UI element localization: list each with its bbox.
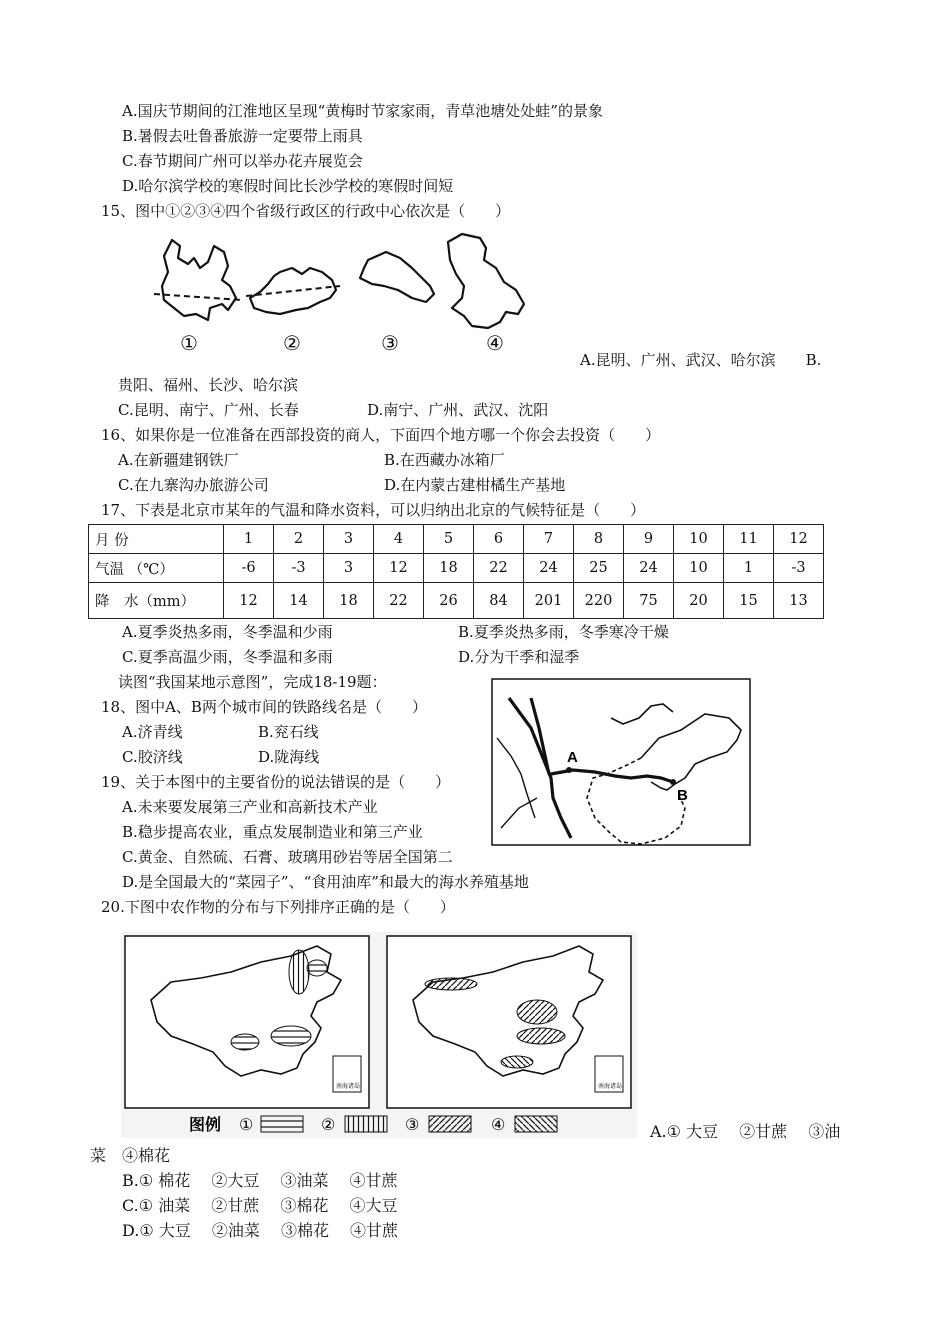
crop-distribution-figure bbox=[121, 932, 637, 1138]
table-row-precipitation bbox=[89, 583, 824, 619]
q17-option-b: B.夏季炎热多雨，冬季寒冷干燥 bbox=[458, 623, 669, 641]
map-label-a: A bbox=[567, 749, 578, 766]
crop-region-right-1 bbox=[425, 978, 477, 990]
q15-stem: 15、图中①②③④四个省级行政区的行政中心依次是（ ） bbox=[101, 202, 511, 220]
precipitation-row-label: 降 水（mm） bbox=[89, 583, 224, 619]
q20-option-a-part1: A.① 大豆 ②甘蔗 ③油 bbox=[650, 1122, 841, 1141]
precipitation-cell: 12 bbox=[224, 583, 274, 619]
month-row-label: 月 份 bbox=[89, 525, 224, 554]
temperature-cell: -6 bbox=[224, 554, 274, 583]
month-cell: 4 bbox=[374, 525, 424, 554]
q17-option-d: D.分为干季和湿季 bbox=[458, 648, 580, 666]
month-cell: 3 bbox=[324, 525, 374, 554]
temperature-cell: 24 bbox=[524, 554, 574, 583]
precipitation-cell: 220 bbox=[574, 583, 624, 619]
crop-region-left-4 bbox=[271, 1026, 311, 1046]
temperature-cell: 18 bbox=[424, 554, 474, 583]
q18-option-a: A.济青线 bbox=[122, 723, 183, 741]
q14-option-d: D.哈尔滨学校的寒假时间比长沙学校的寒假时间短 bbox=[122, 177, 454, 195]
temperature-cell: 10 bbox=[674, 554, 724, 583]
q16-option-a: A.在新疆建钢铁厂 bbox=[118, 451, 239, 469]
province-outline-2 bbox=[250, 268, 336, 314]
q14-option-c: C.春节期间广州可以举办花卉展览会 bbox=[122, 152, 363, 170]
q16-option-d: D.在内蒙古建柑橘生产基地 bbox=[384, 476, 566, 494]
temperature-row-label: 气温 （℃） bbox=[89, 554, 224, 583]
q15-option-b-rest: 贵阳、福州、长沙、哈尔滨 bbox=[118, 376, 299, 394]
crop-region-left-2 bbox=[307, 960, 327, 976]
q20-option-d: D.① 大豆 ②油菜 ③棉花 ④甘蔗 bbox=[122, 1221, 399, 1240]
crop-region-left-3 bbox=[231, 1034, 259, 1050]
month-cell: 1 bbox=[224, 525, 274, 554]
precipitation-cell: 26 bbox=[424, 583, 474, 619]
dashed-line-1 bbox=[154, 294, 242, 300]
legend-swatch-4 bbox=[515, 1116, 557, 1132]
province-outline-3 bbox=[360, 252, 434, 302]
inset-label-right: 南海诸岛 bbox=[598, 1084, 623, 1090]
q18-option-d: D.陇海线 bbox=[258, 748, 320, 766]
city-b-marker bbox=[670, 779, 676, 785]
precipitation-cell: 15 bbox=[724, 583, 774, 619]
q17-option-a: A.夏季炎热多雨，冬季温和少雨 bbox=[122, 623, 333, 641]
province-outline-1 bbox=[162, 240, 236, 320]
city-a-marker bbox=[566, 767, 572, 773]
temperature-cell: -3 bbox=[274, 554, 324, 583]
crop-region-right-4 bbox=[501, 1056, 533, 1068]
q19-option-a: A.未来要发展第三产业和高新技术产业 bbox=[122, 798, 378, 816]
precipitation-cell: 18 bbox=[324, 583, 374, 619]
q16-stem: 16、如果你是一位准备在西部投资的商人，下面四个地方哪一个你会去投资（ ） bbox=[101, 426, 661, 444]
q19-option-b: B.稳步提高农业，重点发展制造业和第三产业 bbox=[122, 823, 423, 841]
q16-option-c: C.在九寨沟办旅游公司 bbox=[118, 476, 269, 494]
q20-option-c: C.① 油菜 ②甘蔗 ③棉花 ④大豆 bbox=[122, 1196, 398, 1215]
temperature-cell: 25 bbox=[574, 554, 624, 583]
month-cell: 12 bbox=[774, 525, 824, 554]
legend-swatch-2 bbox=[345, 1116, 387, 1132]
q19-option-c: C.黄金、自然硫、石膏、玻璃用砂岩等居全国第二 bbox=[122, 848, 453, 866]
month-cell: 2 bbox=[274, 525, 324, 554]
province-label-2: ② bbox=[283, 331, 301, 355]
q15-option-a-b: A.昆明、广州、武汉、哈尔滨 B. bbox=[580, 351, 822, 369]
q15-option-d: D.南宁、广州、武汉、沈阳 bbox=[367, 401, 549, 419]
q18-stem: 18、图中A、B两个城市间的铁路线名是（ ） bbox=[101, 698, 427, 716]
legend-title: 图例 bbox=[189, 1117, 222, 1134]
precipitation-cell: 75 bbox=[624, 583, 674, 619]
q14-option-a: A.国庆节期间的江淮地区呈现“黄梅时节家家雨，青草池塘处处蛙”的景象 bbox=[122, 102, 603, 120]
legend-swatch-1 bbox=[261, 1116, 303, 1132]
month-cell: 10 bbox=[674, 525, 724, 554]
read-map-instruction: 读图“我国某地示意图”，完成18-19题： bbox=[118, 673, 387, 691]
q18-option-b: B.兖石线 bbox=[258, 723, 319, 741]
month-cell: 11 bbox=[724, 525, 774, 554]
temperature-cell: 22 bbox=[474, 554, 524, 583]
month-cell: 6 bbox=[474, 525, 524, 554]
table-row-month bbox=[89, 525, 824, 554]
month-cell: 8 bbox=[574, 525, 624, 554]
region-map-figure bbox=[491, 678, 751, 846]
q20-option-a-part2: 菜 ④棉花 bbox=[90, 1146, 171, 1165]
temperature-cell: -3 bbox=[774, 554, 824, 583]
province-label-4: ④ bbox=[486, 331, 504, 355]
beijing-climate-table bbox=[88, 524, 824, 619]
province-outline-4 bbox=[448, 234, 524, 328]
q18-option-c: C.胶济线 bbox=[122, 748, 183, 766]
inset-label-left: 南海诸岛 bbox=[336, 1084, 361, 1090]
q17-stem: 17、下表是北京市某年的气温和降水资料，可以归纳出北京的气候特征是（ ） bbox=[101, 501, 646, 519]
legend-label-3: ③ bbox=[405, 1115, 420, 1134]
month-cell: 7 bbox=[524, 525, 574, 554]
q20-option-b: B.① 棉花 ②大豆 ③油菜 ④甘蔗 bbox=[122, 1171, 398, 1190]
temperature-cell: 1 bbox=[724, 554, 774, 583]
legend-label-2: ② bbox=[321, 1115, 336, 1134]
crop-region-left-1 bbox=[289, 950, 309, 994]
q19-stem: 19、关于本图中的主要省份的说法错误的是（ ） bbox=[101, 773, 451, 791]
precipitation-cell: 22 bbox=[374, 583, 424, 619]
legend-label-4: ④ bbox=[491, 1115, 506, 1134]
q19-option-d: D.是全国最大的“菜园子”、“食用油库”和最大的海水养殖基地 bbox=[122, 873, 529, 891]
table-row-temperature bbox=[89, 554, 824, 583]
q20-stem: 20.下图中农作物的分布与下列排序正确的是（ ） bbox=[101, 898, 455, 916]
q16-option-b: B.在西藏办冰箱厂 bbox=[384, 451, 505, 469]
month-cell: 5 bbox=[424, 525, 474, 554]
crop-region-right-2 bbox=[517, 1000, 557, 1024]
map-label-b: B bbox=[677, 787, 688, 804]
precipitation-cell: 14 bbox=[274, 583, 324, 619]
precipitation-cell: 201 bbox=[524, 583, 574, 619]
crop-region-right-3 bbox=[517, 1028, 565, 1044]
temperature-cell: 24 bbox=[624, 554, 674, 583]
month-cell: 9 bbox=[624, 525, 674, 554]
precipitation-cell: 84 bbox=[474, 583, 524, 619]
legend-label-1: ① bbox=[239, 1115, 254, 1134]
q15-option-c: C.昆明、南宁、广州、长春 bbox=[118, 401, 299, 419]
q14-option-b: B.暑假去吐鲁番旅游一定要带上雨具 bbox=[122, 127, 363, 145]
precipitation-cell: 13 bbox=[774, 583, 824, 619]
province-label-1: ① bbox=[180, 331, 198, 355]
legend-swatch-3 bbox=[429, 1116, 471, 1132]
province-label-3: ③ bbox=[381, 331, 399, 355]
q17-option-c: C.夏季高温少雨，冬季温和多雨 bbox=[122, 648, 333, 666]
temperature-cell: 3 bbox=[324, 554, 374, 583]
temperature-cell: 12 bbox=[374, 554, 424, 583]
precipitation-cell: 20 bbox=[674, 583, 724, 619]
